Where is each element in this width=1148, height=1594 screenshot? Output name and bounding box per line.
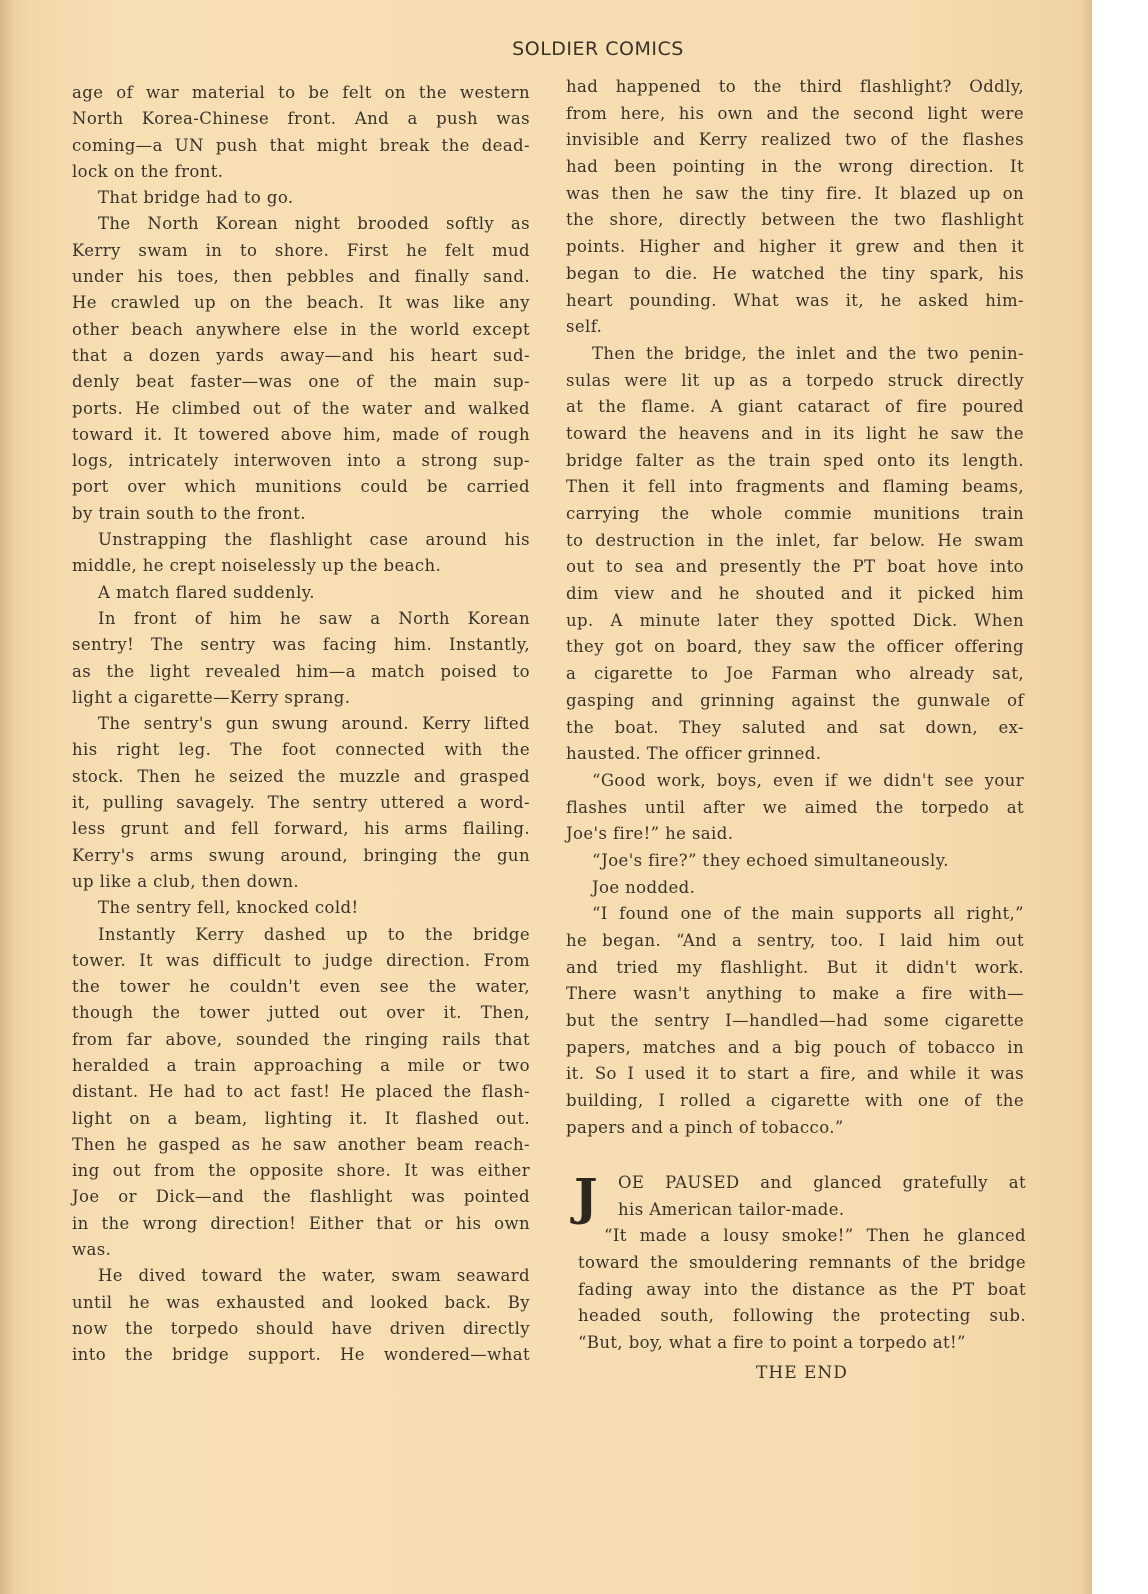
- text-line: distant. He had to act fast! He placed the flash-: [72, 1082, 530, 1102]
- text-line: “But, boy, what a fire to point a torpedo at!”: [578, 1333, 966, 1353]
- paragraph: [72, 527, 530, 580]
- paragraph: [72, 895, 530, 921]
- text-line: invisible and Kerry realized two of the flashes: [566, 130, 1024, 150]
- text-line: Instantly Kerry dashed up to the bridge: [98, 924, 530, 944]
- binding-edge: [0, 0, 14, 1594]
- drop-cap: J: [574, 1167, 599, 1226]
- paragraph: [72, 185, 530, 211]
- text-line: they got on board, they saw the officer offering: [566, 637, 1024, 657]
- paragraph: [566, 848, 1024, 875]
- text-line: up. A minute later they spotted Dick. When: [566, 610, 1024, 630]
- text-line: ports. He climbed out of the water and walked: [72, 398, 530, 418]
- text-line: light a cigarette—Kerry sprang.: [72, 687, 351, 707]
- text-line: at the flame. A giant cataract of fire poured: [566, 397, 1024, 417]
- text-line: Kerry swam in to shore. First he felt mud: [72, 240, 530, 260]
- text-line: Joe or Dick—and the flashlight was pointed: [72, 1187, 530, 1207]
- text-line: he began. “And a sentry, too. I laid him out: [566, 931, 1024, 950]
- text-line: toward the smouldering remnants of the bridge: [578, 1253, 1026, 1273]
- text-line: flashes until after we aimed the torpedo at: [566, 797, 1024, 817]
- the-end: THE END: [756, 1362, 848, 1383]
- text-line: “It made a lousy smoke!” Then he glanced: [604, 1226, 1026, 1246]
- text-line: self.: [566, 317, 603, 337]
- text-line: in the wrong direction! Either that or his own: [72, 1213, 530, 1233]
- text-line: that a dozen yards away—and his heart sud-: [72, 345, 530, 365]
- text-line: other beach anywhere else in the world except: [72, 319, 530, 339]
- text-line: stock. Then he seized the muzzle and grasped: [72, 766, 530, 786]
- text-line: the boat. They saluted and sat down, ex-: [566, 717, 1024, 737]
- text-line: the shore, directly between the two flashlight: [566, 210, 1024, 230]
- final-paragraph: [578, 1223, 1026, 1356]
- text-line: until he was exhausted and looked back. By: [72, 1292, 530, 1312]
- text-line: points. Higher and higher it grew and then it: [566, 237, 1024, 257]
- text-line: The North Korean night brooded softly as: [98, 214, 530, 234]
- text-line: middle, he crept noiselessly up the beach.: [72, 556, 442, 576]
- paragraph: [72, 922, 530, 1264]
- text-line: by train south to the front.: [72, 503, 306, 523]
- text-line: OE PAUSED and glanced gratefully at: [618, 1173, 1026, 1192]
- text-line: was.: [72, 1240, 112, 1260]
- paragraph: [566, 74, 1024, 341]
- paragraph: [566, 875, 1024, 902]
- text-line: “I found one of the main supports all right,”: [592, 904, 1024, 924]
- text-line: A match flared suddenly.: [98, 582, 315, 602]
- text-line: denly beat faster—was one of the main sup-: [72, 372, 530, 392]
- text-line: under his toes, then pebbles and finally sand.: [72, 267, 530, 287]
- text-line: it, pulling savagely. The sentry uttered a word-: [72, 793, 530, 813]
- text-line: North Korea-Chinese front. And a push was: [72, 109, 530, 129]
- text-line: Joe's fire!” he said.: [566, 824, 734, 844]
- text-line: logs, intricately interwoven into a strong sup-: [72, 451, 530, 471]
- text-line: now the torpedo should have driven directly: [72, 1318, 530, 1338]
- text-line: Then the bridge, the inlet and the two penin-: [592, 343, 1024, 363]
- paragraph: [72, 1263, 530, 1368]
- text-line: The sentry's gun swung around. Kerry lifted: [98, 714, 530, 734]
- text-line: Unstrapping the flashlight case around his: [98, 530, 530, 550]
- text-line: had happened to the third flashlight? Oddly,: [566, 77, 1024, 96]
- paragraph: [72, 711, 530, 895]
- text-line: “Good work, boys, even if we didn't see your: [592, 770, 1024, 790]
- closing-section: [574, 1167, 1026, 1383]
- text-line: and tried my flashlight. But it didn't work.: [566, 957, 1024, 977]
- text-line: bridge falter as the train sped onto its length.: [566, 450, 1024, 470]
- text-line: tower. It was difficult to judge direction. From: [72, 950, 530, 970]
- text-line: though the tower jutted out over it. Then,: [72, 1003, 530, 1023]
- text-line: but the sentry I—handled—had some cigarette: [566, 1011, 1024, 1031]
- text-line: coming—a UN push that might break the dead-: [72, 135, 530, 155]
- text-line: it. So I used it to start a fire, and while it was: [566, 1064, 1024, 1084]
- text-line: a cigarette to Joe Farman who already sat,: [566, 664, 1024, 684]
- text-line: headed south, following the protecting sub.: [578, 1306, 1026, 1326]
- paragraph: [72, 80, 530, 185]
- drop-cap-paragraph: [574, 1167, 1026, 1226]
- text-line: less grunt and fell forward, his arms flailing.: [72, 819, 530, 839]
- text-line: Joe nodded.: [592, 877, 696, 897]
- text-line: from far above, sounded the ringing rails that: [72, 1029, 530, 1049]
- text-line: Then it fell into fragments and flaming beams,: [566, 477, 1024, 497]
- text-line: from here, his own and the second light were: [566, 103, 1024, 123]
- text-line: Then he gasped as he saw another beam reach-: [72, 1134, 530, 1154]
- paragraph: [566, 768, 1024, 848]
- text-line: into the bridge support. He wondered—what: [72, 1345, 530, 1365]
- text-line: port over which munitions could be carried: [72, 477, 530, 497]
- text-line: dim view and he shouted and it picked him: [566, 584, 1024, 604]
- text-line: began to die. He watched the tiny spark, his: [566, 263, 1024, 283]
- paragraph: [72, 580, 530, 606]
- paragraph: [72, 211, 530, 527]
- text-line: age of war material to be felt on the western: [72, 83, 530, 102]
- text-line: He crawled up on the beach. It was like any: [72, 293, 530, 313]
- text-line: hausted. The officer grinned.: [566, 744, 822, 764]
- text-line: up like a club, then down.: [72, 871, 300, 891]
- left-column: [72, 80, 530, 1369]
- text-line: the tower he couldn't even see the water,: [72, 977, 530, 997]
- text-line: He dived toward the water, swam seaward: [98, 1266, 530, 1286]
- text-line: fading away into the distance as the PT boat: [578, 1279, 1026, 1299]
- text-line: There wasn't anything to make a fire with—: [566, 984, 1024, 1004]
- text-line: had been pointing in the wrong direction. It: [566, 157, 1024, 177]
- text-line: his American tailor-made.: [618, 1199, 845, 1219]
- text-line: toward the heavens and in its light he saw the: [566, 423, 1024, 443]
- text-line: In front of him he saw a North Korean: [98, 608, 530, 628]
- text-line: gasping and grinning against the gunwale of: [566, 690, 1024, 710]
- paragraph: [566, 901, 1024, 1141]
- text-line: Kerry's arms swung around, bringing the gun: [72, 845, 530, 865]
- text-line: heart pounding. What was it, he asked him-: [566, 290, 1024, 310]
- text-line: heralded a train approaching a mile or two: [72, 1055, 530, 1075]
- text-line: carrying the whole commie munitions train: [566, 504, 1024, 523]
- text-line: The sentry fell, knocked cold!: [98, 898, 359, 918]
- text-line: papers and a pinch of tobacco.”: [566, 1117, 844, 1137]
- text-line: his right leg. The foot connected with the: [72, 740, 530, 760]
- text-line: was then he saw the tiny fire. It blazed up on: [566, 183, 1024, 203]
- text-line: to destruction in the inlet, far below. He swam: [566, 530, 1024, 550]
- text-line: lock on the front.: [72, 161, 224, 181]
- text-line: sentry! The sentry was facing him. Instantly,: [72, 635, 530, 655]
- running-header: SOLDIER COMICS: [512, 38, 684, 60]
- text-line: sulas were lit up as a torpedo struck directly: [566, 370, 1024, 390]
- right-column: [566, 74, 1024, 1142]
- text-line: ing out from the opposite shore. It was either: [72, 1161, 530, 1181]
- text-line: light on a beam, lighting it. It flashed out.: [72, 1108, 530, 1128]
- text-line: “Joe's fire?” they echoed simultaneously.: [592, 850, 949, 870]
- text-line: as the light revealed him—a match poised to: [72, 661, 530, 681]
- paragraph: [566, 341, 1024, 768]
- text-line: papers, matches and a big pouch of tobacco in: [566, 1037, 1024, 1057]
- text-line: building, I rolled a cigarette with one of the: [566, 1091, 1024, 1111]
- text-line: out to sea and presently the PT boat hove into: [566, 557, 1024, 577]
- text-line: toward it. It towered above him, made of rough: [72, 424, 530, 444]
- paragraph: [72, 606, 530, 711]
- text-line: That bridge had to go.: [98, 188, 294, 208]
